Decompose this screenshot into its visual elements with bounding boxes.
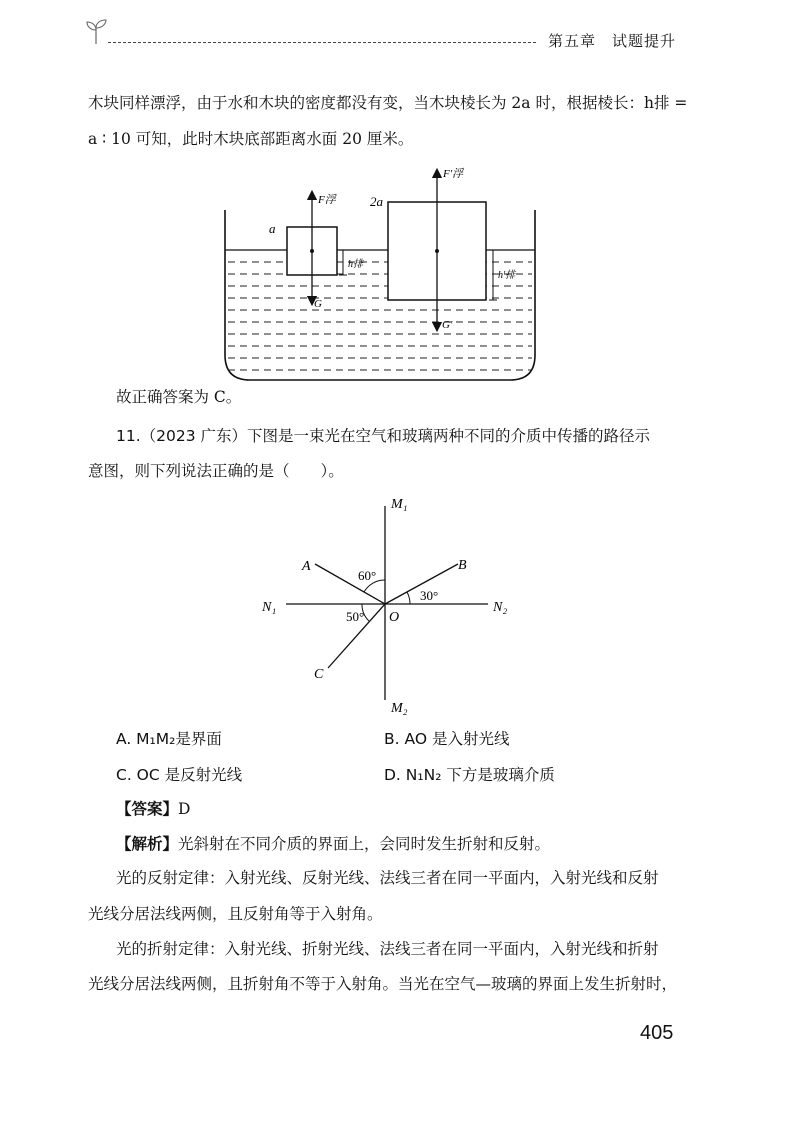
question-line-2: 意图，则下列说法正确的是（ ）。: [88, 462, 344, 480]
analysis-p3-line-2: 光线分居法线两侧，且折射角不等于入射角。当光在空气—玻璃的界面上发生折射时，: [88, 975, 678, 993]
intro-line-1: 木块同样漂浮，由于水和木块的密度都没有变，当木块棱长为 2a 时，根据棱长：h排 =: [88, 94, 688, 112]
option-B: B. AO 是入射光线: [384, 730, 510, 748]
angle-60: 60°: [358, 568, 377, 583]
label-N2: N₂: [493, 600, 508, 615]
page-number: 405: [640, 1022, 674, 1044]
buoyancy-label-large: F′浮: [443, 168, 464, 180]
answer-value: D: [178, 800, 191, 818]
answer-label: 【答案】: [116, 800, 179, 818]
analysis-p2-line-2: 光线分居法线两侧，且反射角等于入射角。: [88, 905, 383, 923]
gravity-label-small: G: [314, 298, 322, 310]
label-M1: M₁: [391, 497, 408, 512]
arc-30: [407, 592, 410, 604]
floating-blocks-figure: [210, 165, 550, 395]
depth-label-small: h排: [348, 259, 363, 270]
gravity-label-large: G′: [442, 319, 453, 331]
header-leaf-icon: [84, 18, 110, 46]
label-C: C: [314, 667, 324, 682]
refraction-figure: [250, 488, 540, 716]
label-M2: M₂: [391, 701, 408, 716]
label-B: B: [458, 558, 467, 573]
option-D: D. N₁N₂ 下方是玻璃介质: [384, 766, 555, 784]
analysis-p2-line-1: 光的反射定律：入射光线、反射光线、法线三者在同一平面内，入射光线和反射: [116, 869, 659, 887]
header-rule: [108, 42, 536, 43]
buoyancy-label-small: F浮: [318, 194, 336, 206]
analysis-line-1: 光斜射在不同介质的界面上，会同时发生折射和反射。: [178, 835, 551, 853]
angle-30: 30°: [420, 588, 439, 603]
depth-label-large: h′排: [498, 270, 516, 281]
analysis-label: 【解析】: [116, 835, 179, 853]
chapter-title: 第五章 试题提升: [548, 32, 677, 50]
label-N1: N₁: [262, 600, 277, 615]
option-C: C. OC 是反射光线: [116, 766, 243, 784]
small-block-label: a: [269, 221, 276, 236]
intro-line-2: a ∶ 10 可知，此时木块底部距离水面 20 厘米。: [88, 130, 414, 148]
analysis-p3-line-1: 光的折射定律：入射光线、折射光线、法线三者在同一平面内，入射光线和折射: [116, 940, 659, 958]
question-line-1: 11.（2023 广东）下图是一束光在空气和玻璃两种不同的介质中传播的路径示: [116, 427, 651, 445]
answer-line: 故正确答案为 C。: [116, 388, 242, 406]
large-block-label: 2a: [370, 194, 383, 209]
option-A: A. M₁M₂是界面: [116, 730, 222, 748]
label-O: O: [389, 610, 400, 625]
label-A: A: [302, 559, 311, 574]
angle-50: 50°: [346, 609, 365, 624]
